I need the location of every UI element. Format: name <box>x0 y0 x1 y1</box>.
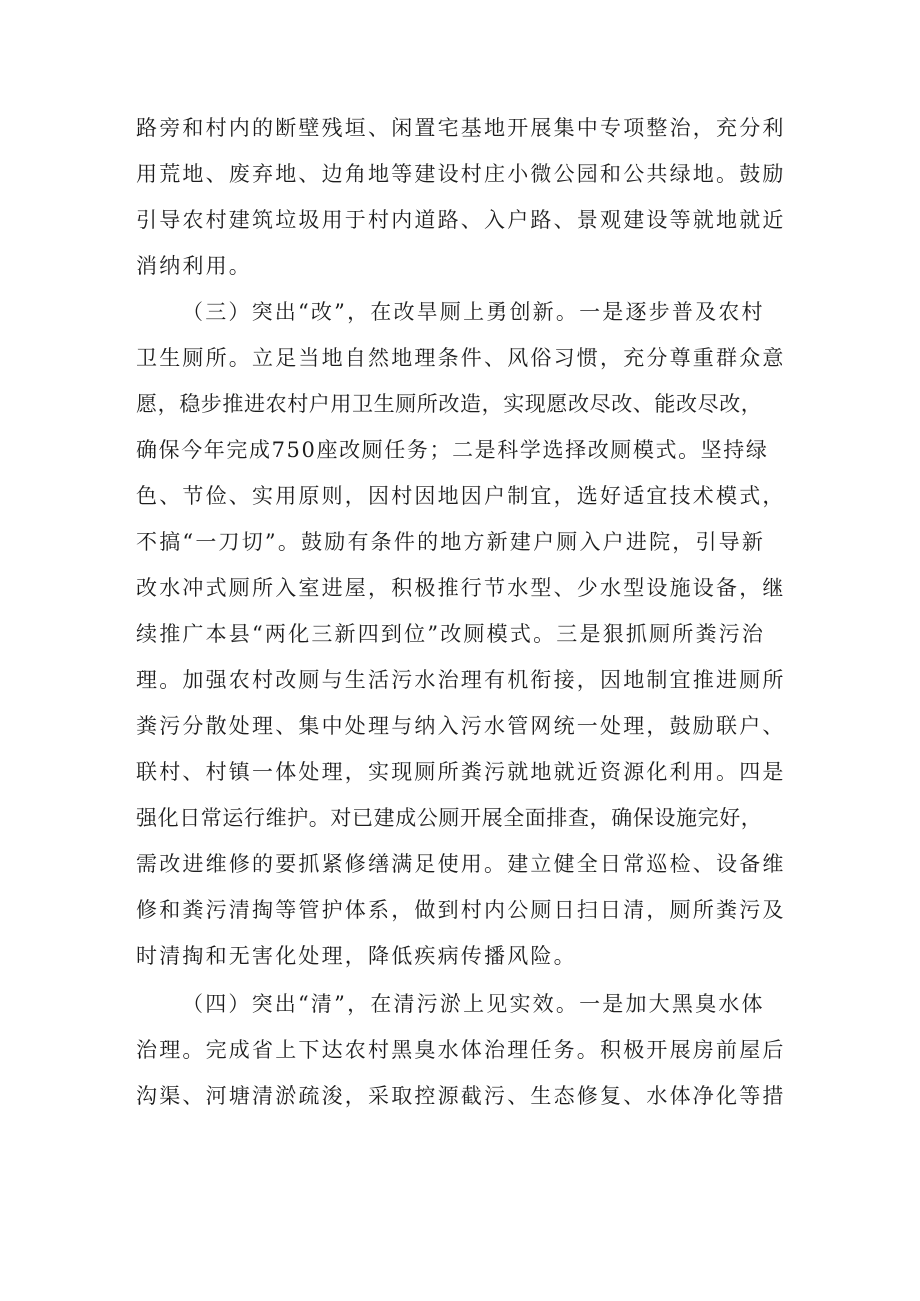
text-line: 强化日常运行维护。对已建成公厕开展全面排查，确保设施完好， <box>136 806 763 830</box>
text-line: 用荒地、废弃地、边角地等建设村庄小微公园和公共绿地。鼓励 <box>136 162 786 186</box>
text-line: 修和粪污清掏等管护体系，做到村内公厕日扫日清，厕所粪污及 <box>136 898 786 922</box>
text-line: 时清掏和无害化处理，降低疾病传播风险。 <box>136 944 577 968</box>
section-heading-four: （四）突出“清”，在清污淤上见实效。一是加大黑臭水体 <box>182 992 765 1016</box>
text-line: 需改进维修的要抓紧修缮满足使用。建立健全日常巡检、设备维 <box>136 852 786 876</box>
text-line: 联村、村镇一体处理，实现厕所粪污就地就近资源化利用。四是 <box>136 760 786 784</box>
text-line: 卫生厕所。立足当地自然地理条件、风俗习惯，充分尊重群众意 <box>136 346 786 370</box>
text-line: 沟渠、河塘清淤疏浚，采取控源截污、生态修复、水体净化等措 <box>136 1084 786 1108</box>
text-line: 路旁和村内的断壁残垣、闲置宅基地开展集中专项整治，充分利 <box>136 116 786 140</box>
text-line: 续推广本县“两化三新四到位”改厕模式。三是狠抓厕所粪污治 <box>136 622 766 646</box>
text-line: 粪污分散处理、集中处理与纳入污水管网统一处理，鼓励联户、 <box>136 714 786 738</box>
text-line: 改水冲式厕所入室进屋，积极推行节水型、少水型设施设备，继 <box>136 576 786 600</box>
section-heading-three: （三）突出“改”，在改旱厕上勇创新。一是逐步普及农村 <box>182 300 765 324</box>
text-line: 确保今年完成750座改厕任务；二是科学选择改厕模式。坚持绿 <box>136 438 769 462</box>
text-line: 色、节俭、实用原则，因村因地因户制宜，选好适宜技术模式， <box>136 484 786 508</box>
text-line: 治理。完成省上下达农村黑臭水体治理任务。积极开展房前屋后 <box>136 1038 786 1062</box>
text-line: 理。加强农村改厕与生活污水治理有机衔接，因地制宜推进厕所 <box>136 668 786 692</box>
text-line: 不搞“一刀切”。鼓励有条件的地方新建户厕入户进院，引导新 <box>136 530 766 554</box>
text-line: 愿，稳步推进农村户用卫生厕所改造，实现愿改尽改、能改尽改， <box>136 392 763 416</box>
text-line: 引导农村建筑垃圾用于村内道路、入户路、景观建设等就地就近 <box>136 208 786 232</box>
text-line: 消纳利用。 <box>136 254 252 278</box>
